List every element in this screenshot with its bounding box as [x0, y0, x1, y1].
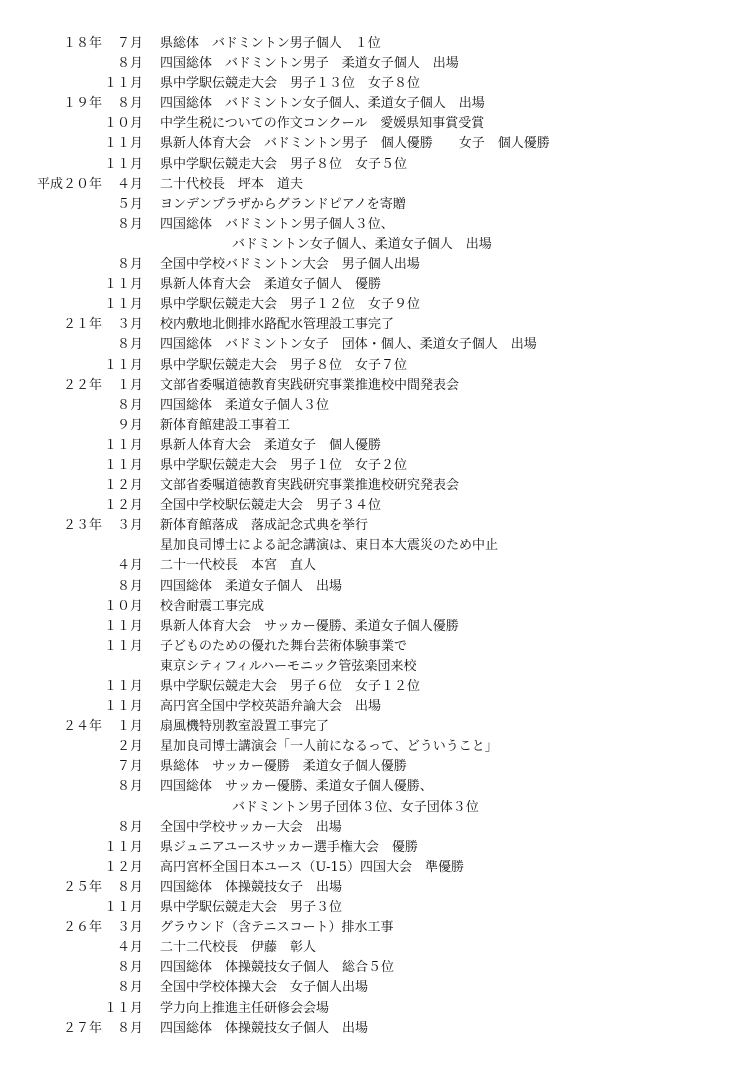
entry-event: 四国総体 サッカー優勝、柔道女子個人優勝、	[160, 779, 433, 795]
entry-month: ８月	[116, 779, 143, 795]
entry-event: 県新人体育大会 柔道女子 個人優勝	[160, 437, 382, 453]
entry-event: 県中学駅伝競走大会 男子１３位 女子８位	[160, 76, 421, 92]
history-entry	[0, 1019, 755, 1039]
entry-month: ３月	[116, 518, 143, 534]
history-entry	[0, 195, 755, 215]
history-entry	[0, 838, 755, 858]
entry-event: 新体育館建設工事着工	[160, 417, 291, 433]
entry-month: １１月	[103, 900, 143, 916]
entry-month: １２月	[103, 859, 143, 875]
history-entry	[0, 34, 755, 54]
history-entry	[0, 134, 755, 154]
entry-event: ヨンデンプラザからグランドピアノを寄贈	[160, 196, 406, 212]
history-entry	[0, 476, 755, 496]
history-entry	[0, 416, 755, 436]
entry-event: 星加良司博士講演会「一人前になるって、どういうこと」	[160, 739, 498, 755]
entry-month: １１月	[103, 437, 143, 453]
entry-event: 四国総体 バドミントン女子 団体・個人、柔道女子個人 出場	[160, 337, 537, 353]
entry-month: ７月	[116, 759, 143, 775]
entry-event: バドミントン男子団体３位、女子団体３位	[232, 799, 479, 815]
history-entry	[0, 436, 755, 456]
entry-month: ８月	[116, 96, 143, 112]
entry-month: ８月	[116, 56, 143, 72]
entry-event: 全国中学校駅伝競走大会 男子３４位	[160, 498, 382, 514]
entry-event: 高円宮全国中学校英語弁論大会 出場	[160, 699, 382, 715]
entry-year: １８年	[62, 36, 102, 51]
entry-event: 県中学駅伝競走大会 男子８位 女子５位	[160, 156, 408, 172]
entry-month: １１月	[103, 1000, 143, 1016]
history-entry	[0, 677, 755, 697]
entry-month: １１月	[103, 839, 143, 855]
entry-event: 文部省委嘱道徳教育実践研究事業推進校中間発表会	[160, 377, 460, 393]
entry-month: １１月	[103, 699, 143, 715]
entry-event: 県中学駅伝競走大会 男子８位 女子７位	[160, 357, 408, 373]
history-entry	[0, 335, 755, 355]
history-entry	[0, 396, 755, 416]
history-entry	[0, 737, 755, 757]
entry-event: 星加良司博士による記念講演は、東日本大震災のため中止	[160, 538, 499, 554]
entry-month: ４月	[116, 176, 143, 192]
entry-event: 校舎耐震工事完成	[160, 598, 265, 614]
entry-month: ８月	[116, 257, 143, 273]
entry-event: 四国総体 体操競技女子個人 出場	[160, 1020, 369, 1036]
entry-month: １１月	[103, 156, 143, 172]
entry-month: ８月	[116, 960, 143, 976]
history-entry	[0, 798, 755, 818]
entry-event: 四国総体 柔道女子個人 出場	[160, 578, 343, 594]
entry-event: 扇風機特別教室設置工事完了	[160, 719, 330, 735]
entry-month: ８月	[116, 819, 143, 835]
entry-event: 県新人体育大会 サッカー優勝、柔道女子個人優勝	[160, 618, 459, 634]
history-entry	[0, 617, 755, 637]
entry-month: ８月	[116, 337, 143, 353]
entry-event: 県新人体育大会 バドミントン男子 個人優勝 女子 個人優勝	[160, 136, 550, 152]
history-entry	[0, 516, 755, 536]
entry-event: 全国中学校サッカー大会 出場	[160, 819, 342, 835]
entry-month: １月	[116, 719, 143, 735]
history-entry	[0, 697, 755, 717]
entry-event: 二十二代校長 伊藤 彰人	[160, 940, 317, 956]
history-entry	[0, 858, 755, 878]
entry-event: 四国総体 柔道女子個人３位	[160, 397, 330, 413]
entry-event: 県中学駅伝競走大会 男子１２位 女子９位	[160, 297, 421, 313]
entry-event: 子どものための優れた舞台芸術体験事業で	[160, 638, 408, 654]
entry-year: 平成２０年	[36, 176, 102, 192]
history-entry	[0, 878, 755, 898]
entry-month: ３月	[116, 317, 143, 333]
entry-event: 二十一代校長 本宮 直人	[160, 558, 317, 574]
history-entry	[0, 818, 755, 838]
entry-event: 学力向上推進主任研修会会場	[160, 1000, 330, 1016]
history-entry	[0, 155, 755, 175]
history-entry	[0, 536, 755, 556]
history-entry	[0, 54, 755, 74]
history-entry	[0, 315, 755, 335]
history-entry	[0, 235, 755, 255]
history-entry	[0, 958, 755, 978]
entry-month: ３月	[116, 920, 143, 936]
history-entry	[0, 777, 755, 797]
entry-month: ７月	[116, 36, 143, 51]
entry-year: １９年	[62, 96, 102, 112]
entry-month: １２月	[103, 498, 143, 514]
entry-event: 高円宮杯全国日本ユース（U-15）四国大会 準優勝	[160, 859, 465, 875]
entry-event: 県中学駅伝競走大会 男子３位	[160, 900, 343, 916]
entry-year: ２１年	[62, 317, 102, 333]
entry-month: ５月	[116, 196, 143, 212]
history-entry	[0, 295, 755, 315]
entry-event: 四国総体 バドミントン男子個人３位、	[160, 216, 394, 232]
entry-month: ８月	[116, 216, 143, 232]
entry-month: １０月	[103, 116, 143, 132]
entry-month: １１月	[103, 297, 143, 313]
entry-event: 県総体 バドミントン男子個人 １位	[160, 36, 381, 51]
entry-event: 全国中学校体操大会 女子個人出場	[160, 980, 369, 996]
entry-month: ４月	[116, 558, 143, 574]
history-entry	[0, 496, 755, 516]
entry-event: バドミントン女子個人、柔道女子個人 出場	[232, 236, 492, 252]
entry-month: ８月	[116, 578, 143, 594]
entry-event: 中学生税についての作文コンクール 愛媛県知事賞受賞	[160, 116, 485, 132]
entry-month: １１月	[103, 76, 143, 92]
entry-year: ２４年	[62, 719, 102, 735]
history-entry	[0, 999, 755, 1019]
entry-event: 四国総体 体操競技女子 出場	[160, 879, 343, 895]
history-entry	[0, 74, 755, 94]
entry-event: 東京シティフィルハーモニック管弦楽団来校	[160, 658, 417, 674]
entry-event: 校内敷地北側排水路配水管理設工事完了	[160, 317, 395, 333]
entry-year: ２３年	[62, 518, 102, 534]
history-entry	[0, 556, 755, 576]
entry-month: １１月	[103, 679, 143, 694]
entry-month: ４月	[116, 940, 143, 956]
entry-month: １２月	[103, 478, 143, 494]
history-entry	[0, 597, 755, 617]
history-entry	[0, 717, 755, 737]
entry-month: ８月	[116, 879, 143, 895]
entry-event: 県新人体育大会 柔道女子個人 優勝	[160, 277, 382, 293]
history-entry	[0, 978, 755, 998]
history-entry	[0, 577, 755, 597]
entry-event: 県ジュニアユースサッカー選手権大会 優勝	[160, 839, 418, 855]
entry-month: １１月	[103, 136, 143, 152]
history-entry	[0, 898, 755, 918]
history-entry	[0, 356, 755, 376]
entry-event: 県総体 サッカー優勝 柔道女子個人優勝	[160, 759, 407, 775]
history-entry	[0, 456, 755, 476]
entry-month: ８月	[116, 397, 143, 413]
entry-event: 新体育館落成 落成記念式典を挙行	[160, 518, 369, 534]
history-entry	[0, 275, 755, 295]
entry-year: ２７年	[62, 1020, 102, 1036]
entry-event: 全国中学校バドミントン大会 男子個人出場	[160, 257, 420, 273]
entry-month: １１月	[103, 277, 143, 293]
history-entry	[0, 114, 755, 134]
entry-event: 二十代校長 坪本 道夫	[160, 176, 304, 192]
entry-month: ８月	[116, 1020, 143, 1036]
history-document	[0, 34, 755, 1039]
history-entry	[0, 255, 755, 275]
history-entry	[0, 918, 755, 938]
entry-event: 四国総体 バドミントン女子個人、柔道女子個人 出場	[160, 96, 485, 112]
entry-event: 四国総体 体操競技女子個人 総合５位	[160, 960, 395, 976]
history-entry	[0, 757, 755, 777]
entry-year: ２６年	[62, 920, 102, 936]
history-entry	[0, 938, 755, 958]
entry-month: １１月	[103, 638, 143, 654]
entry-month: １１月	[103, 357, 143, 373]
entry-month: ９月	[116, 417, 143, 433]
history-entry	[0, 94, 755, 114]
entry-event: 県中学駅伝競走大会 男子１位 女子２位	[160, 457, 408, 473]
history-entry	[0, 215, 755, 235]
entry-month: １１月	[103, 457, 143, 473]
entry-event: グラウンド（含テニスコート）排水工事	[160, 920, 394, 936]
entry-month: ８月	[116, 980, 143, 996]
history-entry	[0, 637, 755, 657]
entry-event: 県中学駅伝競走大会 男子６位 女子１２位	[160, 679, 421, 694]
entry-month: ２月	[116, 739, 143, 755]
entry-event: 四国総体 バドミントン男子 柔道女子個人 出場	[160, 56, 459, 72]
entry-year: ２２年	[62, 377, 102, 393]
history-entry	[0, 657, 755, 677]
entry-month: １月	[116, 377, 143, 393]
entry-month: １０月	[103, 598, 143, 614]
entry-event: 文部省委嘱道徳教育実践研究事業推進校研究発表会	[160, 478, 460, 494]
entry-year: ２５年	[62, 879, 102, 895]
history-entry	[0, 376, 755, 396]
history-entry	[0, 175, 755, 195]
entry-month: １１月	[103, 618, 143, 634]
